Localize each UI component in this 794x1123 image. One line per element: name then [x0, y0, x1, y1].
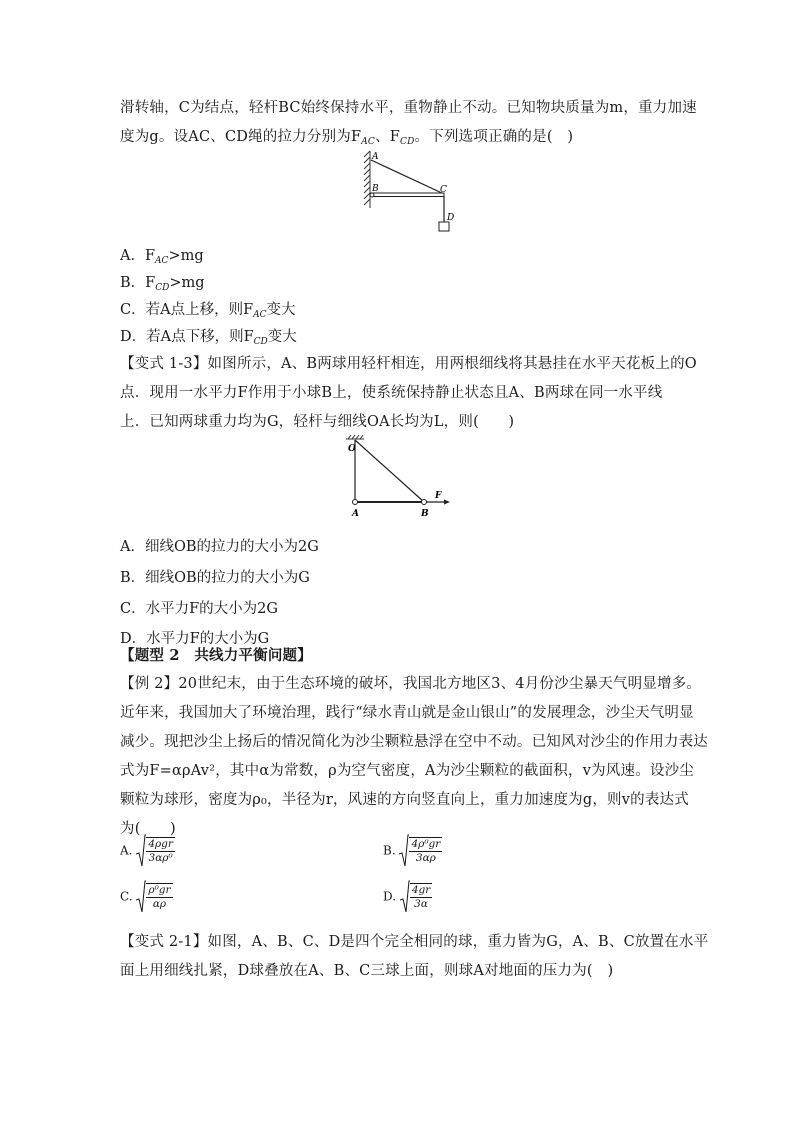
- sqrt-expression: $\frac{\text{4ρgr}}{\text{3αρ⁰}}$: [136, 834, 175, 868]
- paragraph-line: 上．已知两球重力均为G，轻杆与细线OA长均为L，则( ): [120, 414, 515, 430]
- figure-two-balls: [340, 434, 456, 520]
- label-o: O: [348, 444, 356, 454]
- wall-hatch: [364, 151, 370, 208]
- paragraph-line: 滑转轴，C为结点，轻杆BC始终保持水平，重物静止不动。已知物块质量为m，重力加速: [120, 100, 697, 116]
- ceiling-hatch: [346, 435, 364, 439]
- section-title: 【题型 2 共线力平衡问题】: [120, 647, 312, 664]
- option-d: D．若A点下移，则$F_{CD}$变大: [120, 329, 297, 347]
- sqrt-expression: $\frac{\text{4ρ⁰gr}}{3\alpha\rho}$: [399, 834, 442, 868]
- paragraph-line: 【例 2】20世纪末，由于生态环境的破坏，我国北方地区3、4月份沙尘暴天气明显增多。: [120, 676, 702, 692]
- option-b: B. $\frac{\text{4ρ⁰gr}}{3\alpha\rho}$: [383, 834, 442, 868]
- label-b: B: [372, 184, 379, 194]
- paragraph-line: 颗粒为球形，密度为ρ₀，半径为r，风速的方向竖直向上，重力加速度为g，则v的表达式: [120, 792, 689, 808]
- option-c: C. $\frac{\text{ρ⁰gr}}{\alpha\rho}$: [120, 880, 173, 914]
- option-a: A. $\frac{\text{4ρgr}}{\text{3αρ⁰}}$: [120, 834, 175, 868]
- option-c: C．若A点上移，则$F_{AC}$变大: [120, 302, 296, 320]
- paragraph-line: 【变式 1-3】如图所示，A、B两球用轻杆相连，用两根细线将其悬挂在水平天花板上的O: [120, 356, 697, 372]
- option-a: A．$F_{AC}>mg$: [120, 248, 204, 266]
- ball-a: [353, 500, 358, 505]
- option-b: B．细线OB的拉力的大小为G: [120, 570, 310, 586]
- weight-block: [439, 222, 449, 231]
- label-f: F: [435, 491, 442, 501]
- label-d: D: [447, 213, 455, 223]
- option-d: D．水平力F的大小为G: [120, 631, 270, 647]
- label-c: C: [440, 185, 447, 195]
- paragraph-line: 式为F=αρAv²，其中α为常数，ρ为空气密度，A为沙尘颗粒的截面积，v为风速。设沙尘: [120, 763, 694, 779]
- paragraph-line: 减少。现把沙尘上扬后的情况简化为沙尘颗粒悬浮在空中不动。已知风对沙尘的作用力表达: [120, 734, 708, 750]
- option-d: D. $\frac{4gr}{3\alpha}$: [383, 880, 432, 914]
- ball-b: [422, 500, 427, 505]
- paragraph-line: 度为g。设AC、CD绳的拉力分别为$F_{AC}$、$F_{CD}$。下列选项正确的是( ): [120, 129, 574, 147]
- sqrt-expression: $\frac{\text{ρ⁰gr}}{\alpha\rho}$: [136, 880, 172, 914]
- paragraph-line: 面上用细线扎紧，D球叠放在A、B、C三球上面，则球A对地面的压力为( ): [120, 963, 614, 979]
- rod-bc: [371, 193, 444, 197]
- option-a: A．细线OB的拉力的大小为2G: [120, 539, 319, 555]
- label-a: A: [372, 152, 379, 162]
- sqrt-expression: $\frac{4gr}{3\alpha}$: [400, 880, 432, 914]
- figure-rod-rope: [362, 148, 462, 234]
- paragraph-line: 近年来，我国加大了环境治理，践行“绿水青山就是金山银山”的发展理念，沙尘天气明显: [120, 705, 694, 721]
- option-b: B．$F_{CD}>mg$: [120, 275, 205, 293]
- label-a: A: [352, 509, 359, 519]
- rope-ac: [371, 160, 444, 194]
- paragraph-line: 为( ): [120, 821, 176, 837]
- paragraph-line: 【变式 2-1】如图，A、B、C、D是四个完全相同的球，重力皆为G，A、B、C放置在水平: [120, 934, 709, 950]
- option-c: C．水平力F的大小为2G: [120, 601, 278, 617]
- paragraph-line: 点．现用一水平力F作用于小球B上，使系统保持静止状态且A、B两球在同一水平线: [120, 385, 663, 401]
- label-b: B: [421, 509, 429, 519]
- thread-ob: [355, 440, 424, 502]
